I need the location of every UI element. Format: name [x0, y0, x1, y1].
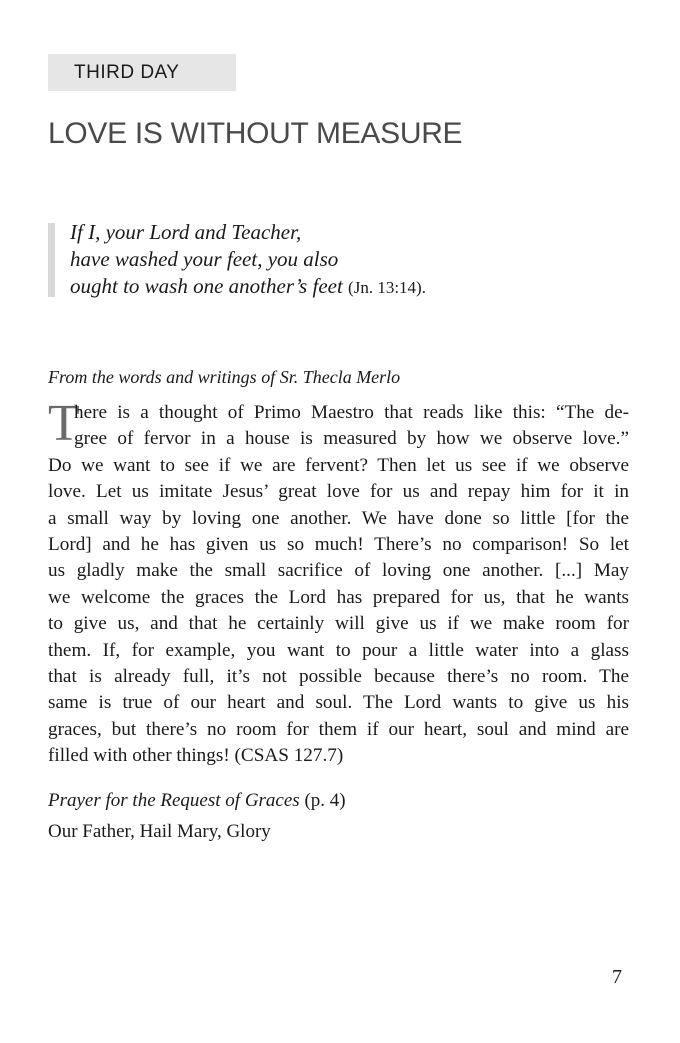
body-line: them. If, for example, you want to pour a little water into a glass — [48, 639, 629, 661]
body-line: love. Let us imitate Jesus’ great love for us and repay him for it in — [48, 481, 629, 503]
body-line: gree of fervor in a house is measured by how we observe love.” — [74, 428, 629, 450]
prayer-heading — [48, 790, 346, 812]
body-line: here is a thought of Primo Maestro that reads like this: “The de- — [74, 402, 629, 423]
day-label-text: THIRD DAY — [74, 61, 180, 83]
body-line: same is true of our heart and soul. The Lord wants to give us his — [48, 692, 629, 714]
drop-cap: T — [48, 395, 80, 452]
quote-line: have washed your feet, you also — [70, 247, 339, 271]
prayer-title: Prayer for the Request of Graces — [48, 790, 300, 811]
quote-line: If I, your Lord and Teacher, — [70, 220, 302, 244]
page-number: 7 — [612, 966, 622, 988]
source-attribution: From the words and writings of Sr. Thecla Merlo — [48, 367, 401, 387]
page-title: LOVE IS WITHOUT MEASURE — [48, 117, 463, 150]
body-line: that is already full, it’s not possible because there’s no room. The — [48, 665, 629, 687]
quote-line-last — [70, 273, 590, 301]
quote-bar — [48, 223, 55, 297]
quote-reference: (Jn. 13:14). — [348, 278, 426, 297]
body-paragraph — [48, 395, 629, 769]
quote-line-text: ought to wash one another’s feet — [70, 274, 343, 298]
body-line: Do we want to see if we are fervent? Then let us see if we observe — [48, 454, 629, 476]
prayer-page-ref: (p. 4) — [299, 790, 346, 811]
body-line: to give us, and that he certainly will give us if we make room for — [48, 613, 629, 635]
day-label — [48, 54, 236, 91]
body-line: filled with other things! (CSAS 127.7) — [48, 745, 344, 767]
body-line: a small way by loving one another. We have done so little [for the — [48, 507, 629, 529]
body-line: Lord] and he has given us so much! There’s no comparison! So let — [48, 533, 629, 555]
scripture-quote — [70, 219, 590, 301]
prayer-list: Our Father, Hail Mary, Glory — [48, 821, 271, 842]
body-line: we welcome the graces the Lord has prepared for us, that he wants — [48, 586, 629, 608]
body-line: us gladly make the small sacrifice of loving one another. [...] May — [48, 560, 629, 582]
body-line: graces, but there’s no room for them if our heart, soul and mind are — [48, 718, 629, 740]
